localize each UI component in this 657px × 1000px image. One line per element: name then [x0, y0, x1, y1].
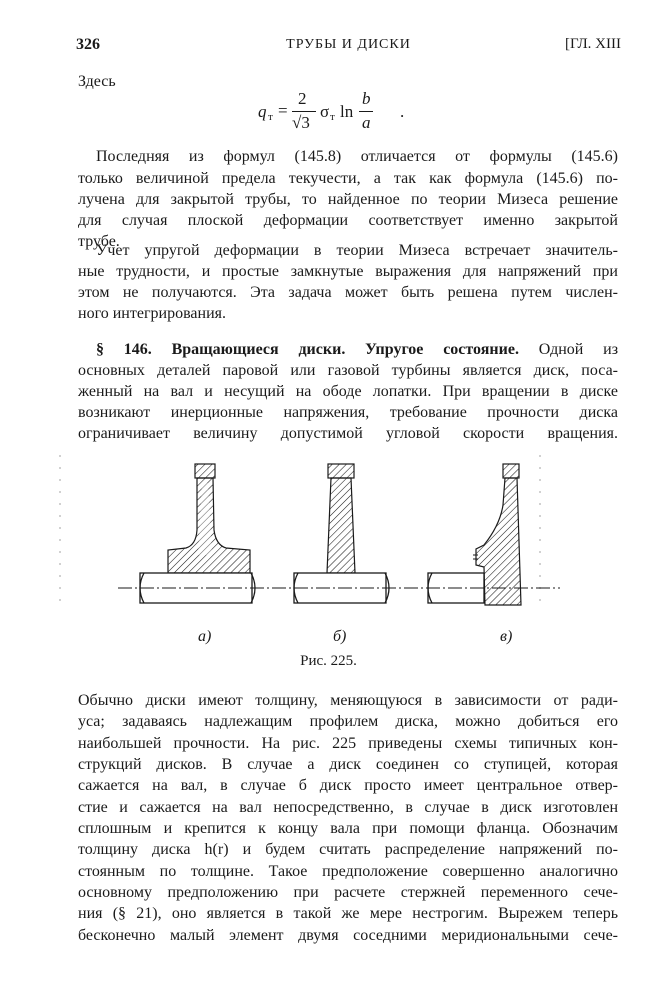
- text-line: для случая плоской деформации соответствует именно закрытой: [78, 212, 618, 229]
- text-line: Учет упругой деформации в теории Мизеса встречает значитель-: [96, 242, 618, 259]
- formula-end: .: [400, 102, 405, 121]
- text-line: Последняя из формул (145.8) отличается от формулы (145.6): [96, 148, 618, 165]
- formula-ln: ln: [340, 102, 354, 121]
- text-line: ограничивает величину допустимой угловой скорости вращения.: [78, 425, 618, 442]
- section-first-line-rest: Одной из: [538, 341, 619, 358]
- disk-profiles-figure: [40, 445, 640, 660]
- page-number: 326: [76, 36, 100, 53]
- section-number: § 146.: [96, 341, 152, 358]
- formula-lhs-sub: т: [268, 111, 273, 123]
- text-line: только величиной предела текучести, а так как формула (145.6) по-: [78, 170, 618, 187]
- formula-b: b: [362, 89, 371, 108]
- text-line: Обычно диски имеют толщину, меняющуюся в зависимости от ради-: [78, 692, 618, 709]
- text-line: возникают инерционные напряжения, требование прочности диска: [78, 404, 618, 421]
- text-line: стоянным по толщине. Такое предположение совершенно аналогично: [78, 863, 618, 880]
- text-line: уса; задаваясь надлежащим профилем диска, можно добиться его: [78, 713, 618, 730]
- running-title: ТРУБЫ И ДИСКИ: [286, 37, 411, 52]
- formula-equals: =: [278, 101, 288, 120]
- text-line: стие и сажается на вал непосредственно, в случае в диск изготовлен: [78, 799, 618, 816]
- disk-profile-a: [140, 464, 255, 603]
- figure-label-b: б): [333, 628, 347, 645]
- chapter-marker: [ГЛ. XIII: [564, 36, 621, 52]
- text-line: ного интегрирования.: [78, 305, 226, 322]
- figure-label-v: в): [500, 628, 513, 645]
- formula-ratio-bar: [359, 111, 373, 112]
- text-line: ные трудности, и простые замкнутые выражения для напряжений при: [78, 263, 618, 280]
- text-line: женный на вал и несущий на ободе лопатки. При вращении в диске: [78, 383, 618, 400]
- text-line: сплошным и крепится к концу вала при помощи фланца. Обозначим: [78, 820, 618, 837]
- formula-lhs: q: [258, 102, 267, 121]
- running-header: [76, 36, 621, 58]
- formula-sigma: σ: [320, 102, 330, 121]
- figure-caption: Рис. 225.: [300, 653, 357, 669]
- figure-label-a: а): [198, 628, 212, 645]
- text-line: основному предположению при расчете стержней переменного сече-: [78, 884, 618, 901]
- disk-profile-b: [294, 464, 389, 603]
- text-line: лучена для закрытой трубы, то найденное по теории Мизеса решение: [78, 191, 618, 208]
- text-line: основных деталей паровой или газовой турбины является диск, поса-: [78, 362, 618, 379]
- formula-numerator: 2: [298, 89, 307, 108]
- formula-a: a: [362, 113, 371, 132]
- text-line: бесконечно малый элемент двумя соседними меридиональными сече-: [78, 927, 618, 944]
- text-line: толщину диска h(r) и будем считать распределение напряжений по-: [78, 841, 618, 858]
- text-line: этом не получаются. Эта задача может быть решена путем числен-: [78, 284, 618, 301]
- text-line: сажается на вал, в случае б диск просто имеет центральное отвер-: [78, 777, 618, 794]
- formula-lead: Здесь: [78, 73, 116, 90]
- text-line: трубе.: [78, 233, 120, 250]
- text-line: наибольшей прочности. На рис. 225 приведены схемы типичных кон-: [78, 735, 618, 752]
- section-title: Вращающиеся диски. Упругое состояние.: [171, 341, 519, 358]
- formula-sigma-sub: т: [330, 111, 335, 123]
- formula-fraction-bar: [292, 111, 316, 112]
- disk-profile-v: [428, 464, 521, 605]
- text-line: ния (§ 21), оно является в такой же мере нестрогим. Вырежем теперь: [78, 905, 618, 922]
- text-line: струкций дисков. В случае а диск соединен со ступицей, которая: [78, 756, 618, 773]
- section-heading-line: [96, 340, 618, 360]
- formula-denominator: √3: [292, 113, 310, 132]
